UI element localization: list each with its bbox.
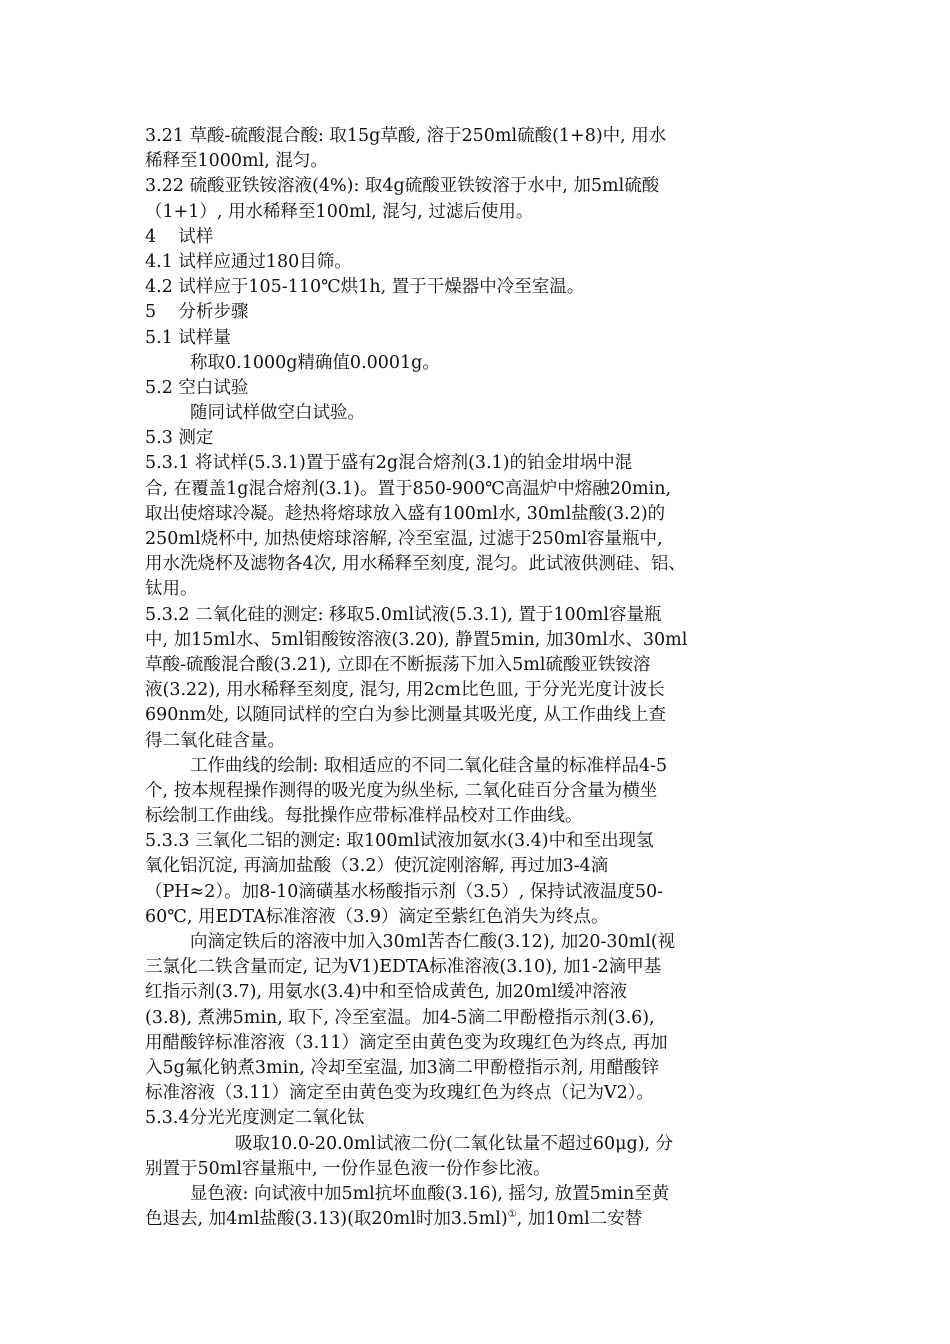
text-line: 标准溶液（3.11）滴定至由黄色变为玫瑰红色为终点（记为V2）。	[145, 1083, 654, 1104]
text-line: 草酸-硫酸混合酸(3.21), 立即在不断振荡下加入5ml硫酸亚铁铵溶	[145, 654, 651, 675]
text-line-4-2: 4.2 试样应于105-110℃烘1h, 置于干燥器中冷至室温。	[145, 277, 585, 298]
text-line: 690nm处, 以随同试样的空白为参比测量其吸光度, 从工作曲线上查	[145, 705, 667, 726]
text-line: 60℃, 用EDTA标准溶液（3.9）滴定至紫红色消失为终点。	[145, 906, 609, 927]
text-line: 个, 按本规程操作测得的吸光度为纵坐标, 二氧化硅百分含量为横坐	[145, 780, 658, 801]
section-heading-5: 5 分析步骤	[145, 302, 249, 323]
text-line: 吸取10.0-20.0ml试液二份(二氧化钛量不超过60μg), 分	[235, 1133, 674, 1154]
text-line: 向滴定铁后的溶液中加入30ml苦杏仁酸(3.12), 加20-30ml(视	[190, 932, 676, 952]
text-fragment: 色退去, 加4ml盐酸(3.13)(取20ml时加3.5ml)	[145, 1209, 508, 1230]
text-line: （1+1）, 用水稀释至100ml, 混匀, 过滤后使用。	[145, 201, 534, 222]
text-fragment: , 加10ml二安替	[516, 1209, 643, 1230]
text-line: 250ml烧杯中, 加热使熔球溶解, 冷至室温, 过滤于250ml容量瓶中,	[145, 529, 663, 549]
subsection-heading-5-1: 5.1 试样量	[145, 327, 231, 348]
text-line-5-3-2: 5.3.2 二氧化硅的测定: 移取5.0ml试液(5.3.1), 置于100ml容量瓶	[145, 604, 662, 625]
text-line: 入5g氟化钠煮3min, 冷却至室温, 加3滴二甲酚橙指示剂, 用醋酸锌	[145, 1057, 659, 1078]
text-line: （PH≈2）。加8-10滴磺基水杨酸指示剂（3.5）, 保持试液温度50-	[145, 881, 664, 902]
text-line: 工作曲线的绘制: 取相适应的不同二氧化硅含量的标准样品4-5	[190, 755, 668, 776]
text-line: 别置于50ml容量瓶中, 一份作显色液一份作参比液。	[145, 1158, 551, 1179]
text-line: 取出使熔球冷凝。趁热将熔球放入盛有100ml水, 30ml盐酸(3.2)的	[145, 503, 666, 524]
text-line-5-3-3: 5.3.3 三氧化二铝的测定: 取100ml试液加氨水(3.4)中和至出现氢	[145, 831, 654, 852]
text-line: 红指示剂(3.7), 用氨水(3.4)中和至恰成黄色, 加20ml缓冲溶液	[145, 982, 628, 1003]
section-heading-4: 4 试样	[145, 226, 214, 247]
text-line: 标绘制工作曲线。每批操作应带标准样品校对工作曲线。	[145, 806, 583, 827]
text-line-5-3-1: 5.3.1 将试样(5.3.1)置于盛有2g混合熔剂(3.1)的铂金坩埚中混	[145, 453, 633, 474]
text-line: 三氯化二铁含量而定, 记为V1)EDTA标准溶液(3.10), 加1-2滴甲基	[145, 957, 662, 978]
text-line-3-21: 3.21 草酸-硫酸混合酸: 取15g草酸, 溶于250ml硫酸(1+8)中, 用水	[145, 126, 667, 146]
text-line: 随同试样做空白试验。	[190, 403, 365, 424]
text-line: 用水洗烧杯及滤物各4次, 用水稀释至刻度, 混匀。此试液供测硅、铝、	[145, 554, 686, 575]
text-line-5-3-4: 5.3.4分光光度测定二氧化钛	[145, 1108, 365, 1129]
text-line: 合, 在覆盖1g混合熔剂(3.1)。置于850-900℃高温炉中熔融20min,	[145, 478, 672, 499]
text-line: 显色液: 向试液中加5ml抗坏血酸(3.16), 摇匀, 放置5min至黄	[190, 1183, 670, 1204]
text-line: 称取0.1000g精确值0.0001g。	[190, 352, 440, 373]
text-line-4-1: 4.1 试样应通过180目筛。	[145, 251, 352, 272]
document-page	[145, 124, 835, 1232]
text-line: 氧化铝沉淀, 再滴加盐酸（3.2）使沉淀刚溶解, 再过加3-4滴	[145, 856, 609, 877]
text-line: 稀释至1000ml, 混匀。	[145, 151, 328, 172]
text-line: (3.8), 煮沸5min, 取下, 冷至室温。加4-5滴二甲酚橙指示剂(3.6),	[145, 1007, 655, 1028]
subsection-heading-5-3: 5.3 测定	[145, 428, 214, 449]
text-line: 钛用。	[145, 579, 198, 600]
text-line: 用醋酸锌标准溶液（3.11）滴定至由黄色变为玫瑰红色为终点, 再加	[145, 1032, 668, 1053]
text-line-last	[145, 1207, 835, 1232]
footnote-marker: ①	[507, 1209, 517, 1221]
text-line: 中, 加15ml水、5ml钼酸铵溶液(3.20), 静置5min, 加30ml水、30ml	[145, 629, 688, 650]
text-line: 液(3.22), 用水稀释至刻度, 混匀, 用2cm比色皿, 于分光光度计波长	[145, 680, 665, 701]
text-line-3-22: 3.22 硫酸亚铁铵溶液(4%): 取4g硫酸亚铁铵溶于水中, 加5ml硫酸	[145, 176, 660, 197]
text-line: 得二氧化硅含量。	[145, 730, 285, 751]
subsection-heading-5-2: 5.2 空白试验	[145, 377, 249, 398]
